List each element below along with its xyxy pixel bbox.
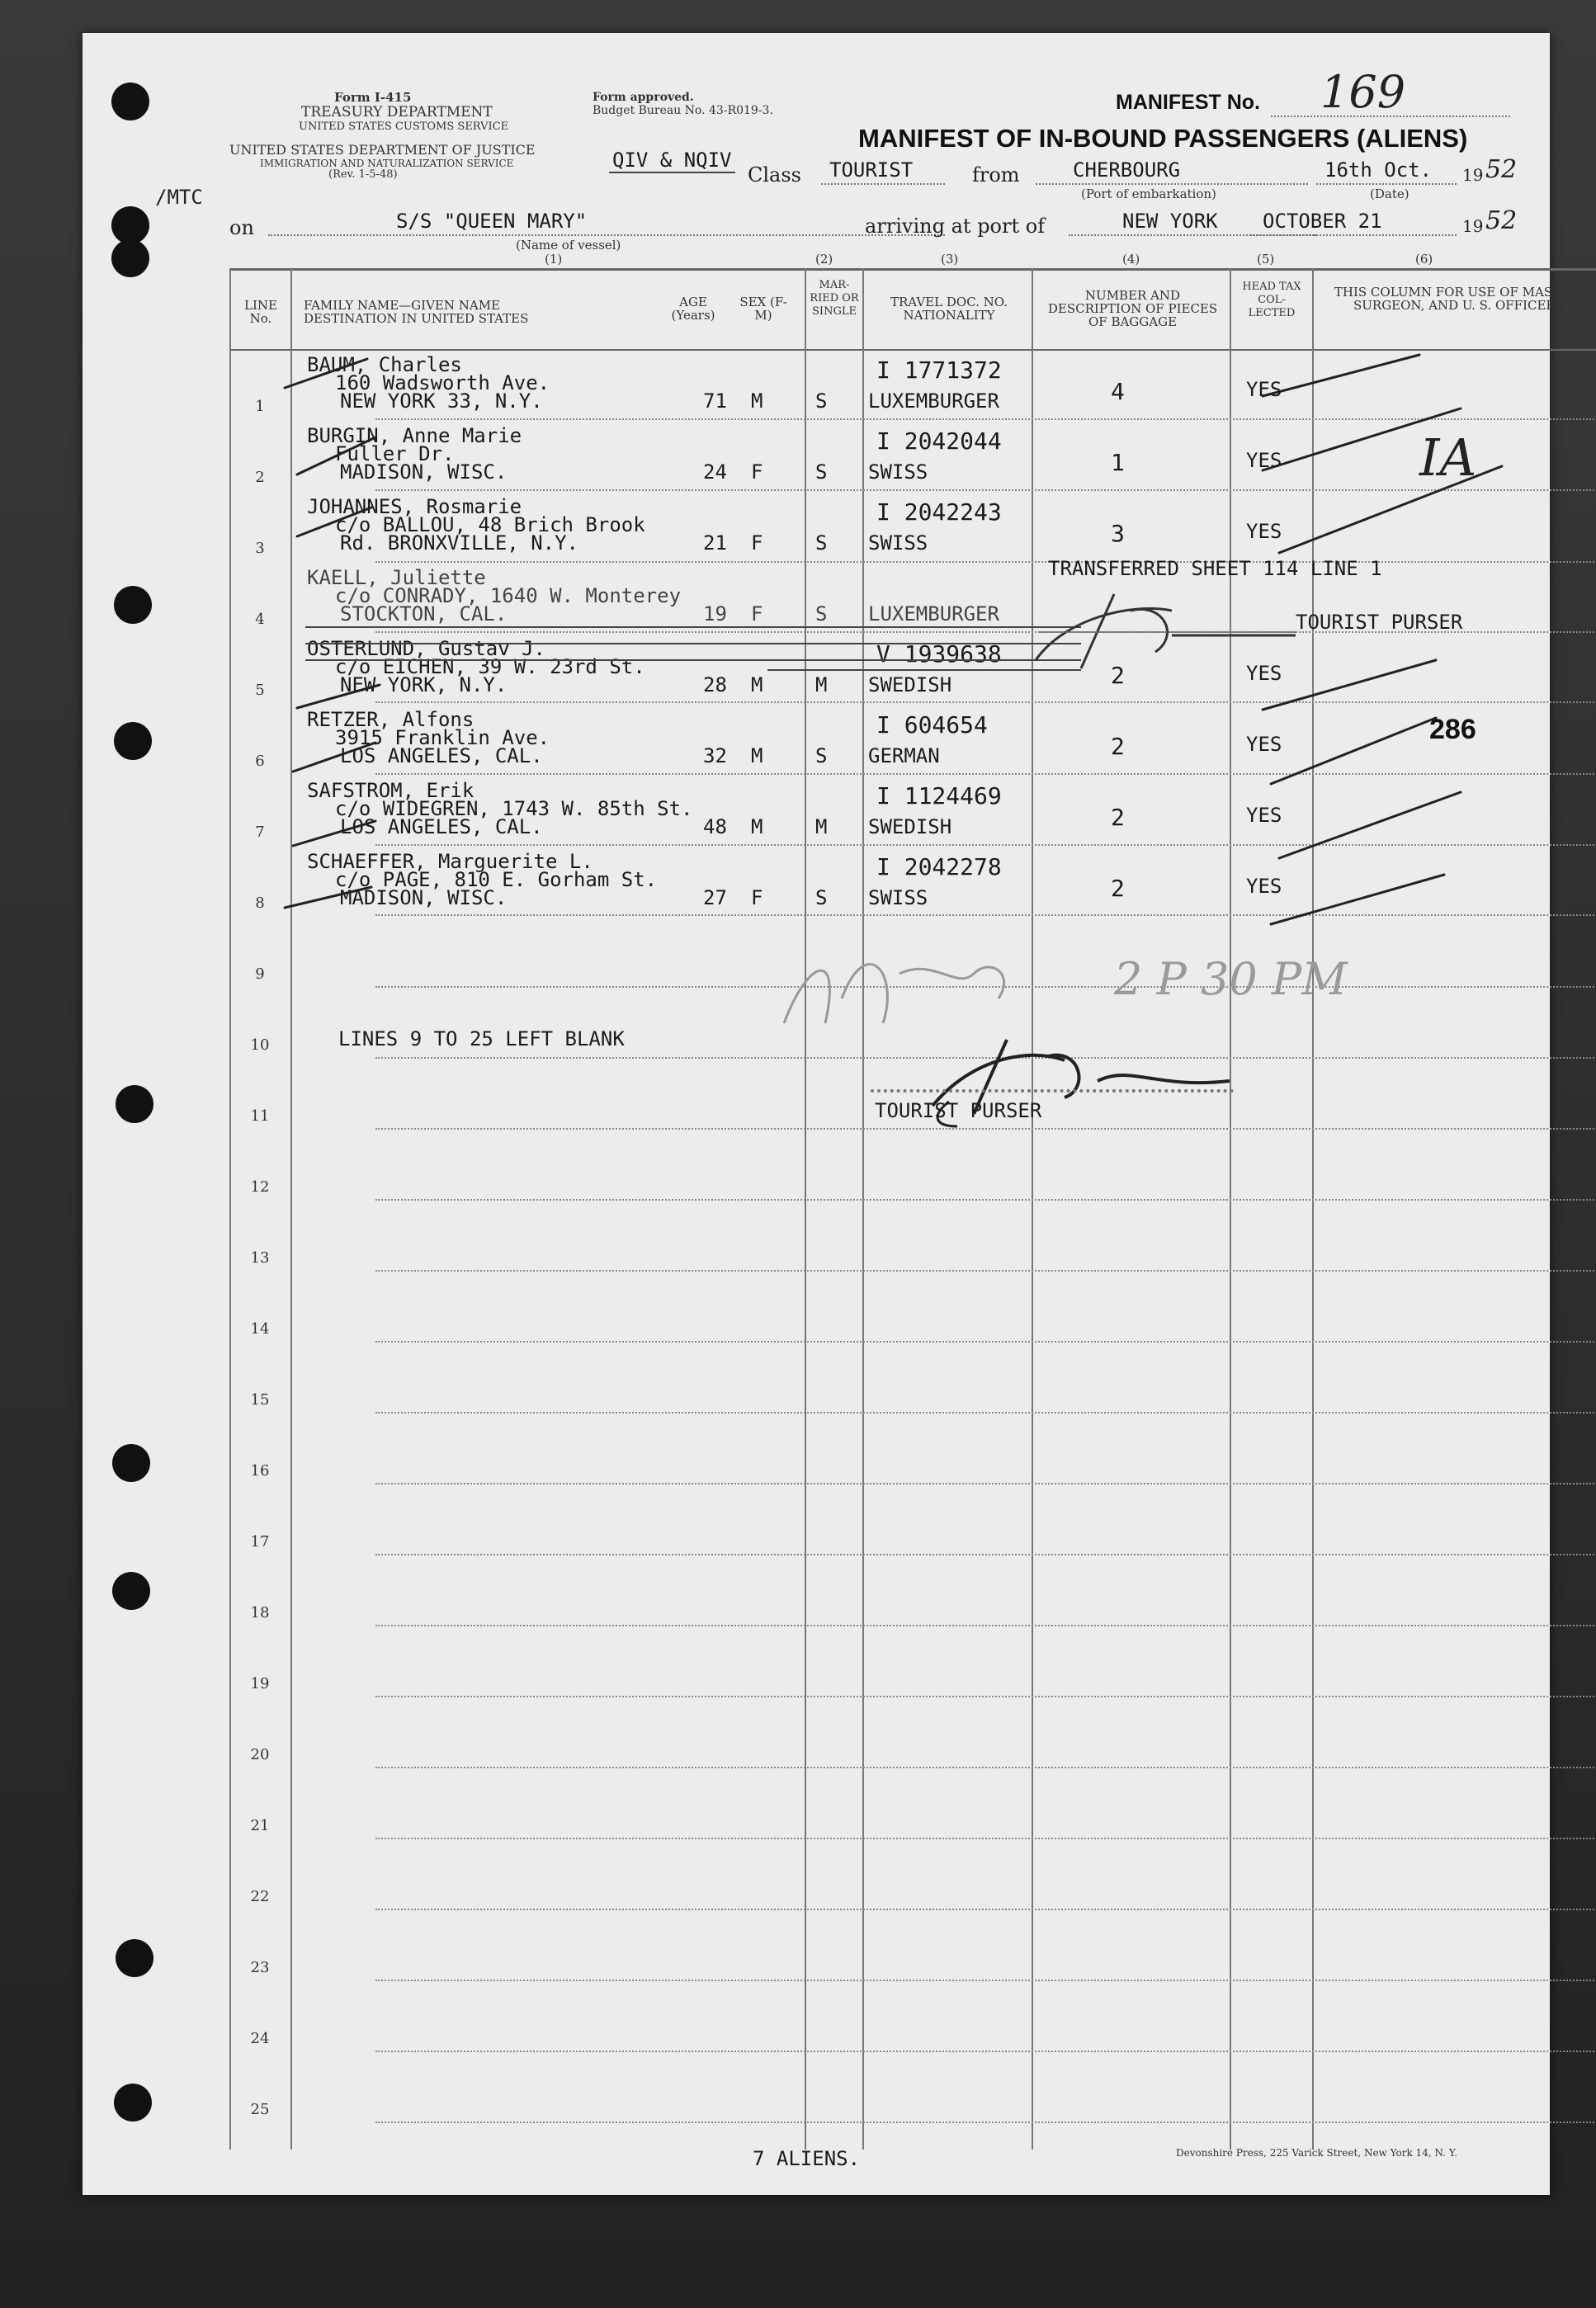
- col-divider-officers: [1312, 268, 1314, 2150]
- line-number: 15: [250, 1391, 270, 1409]
- line-number: 5: [255, 682, 265, 699]
- line-number: 11: [250, 1107, 270, 1125]
- arrival-port: NEW YORK: [1122, 210, 1218, 233]
- vessel-name: S/S "QUEEN MARY": [396, 210, 588, 233]
- punch-hole: [111, 239, 149, 277]
- passenger-marital: M: [815, 815, 828, 838]
- col-header-baggage: NUMBER AND DESCRIPTION OF PIECES OF BAGGAGE: [1047, 288, 1218, 329]
- pencil-time-note: 2 P 30 PM: [1114, 953, 1348, 1005]
- embark-port: CHERBOURG: [1073, 158, 1181, 182]
- row-line: [375, 773, 1596, 775]
- passenger-age: 19: [703, 602, 727, 625]
- line-number: 8: [255, 894, 265, 912]
- footer-alien-total: 7 ALIENS.: [753, 2147, 861, 2170]
- passenger-travel-doc: I 604654: [876, 711, 988, 739]
- passenger-nationality: SWEDISH: [868, 815, 952, 838]
- row-line: [375, 1270, 1596, 1272]
- line-number: 6: [255, 753, 265, 770]
- treasury-dept: TREASURY DEPARTMENT: [301, 104, 493, 120]
- passenger-sex: F: [751, 886, 763, 909]
- tax-tick-7: [1279, 792, 1461, 858]
- line-number: 22: [250, 1888, 270, 1905]
- passenger-baggage: 2: [1111, 733, 1125, 760]
- line-number: 17: [250, 1533, 270, 1550]
- officer-tick-marks: [83, 33, 1550, 1023]
- punch-hole: [112, 1572, 150, 1610]
- passenger-nationality: GERMAN: [868, 744, 940, 767]
- quota-stamp: QIV & NQIV: [609, 149, 735, 173]
- row-line: [375, 2051, 1596, 2052]
- line-number: 10: [250, 1036, 270, 1054]
- passenger-nationality: LUXEMBURGER: [868, 389, 999, 413]
- passenger-city: STOCKTON, CAL.: [340, 602, 508, 625]
- arrival-date-line: [1250, 234, 1457, 236]
- col-num-5: (5): [1257, 252, 1275, 267]
- blank-lines-note: LINES 9 TO 25 LEFT BLANK: [338, 1027, 625, 1050]
- budget-bureau: Budget Bureau No. 43-R019-3.: [593, 104, 773, 117]
- passenger-name: OSTERLUND, Gustav J.: [307, 637, 545, 660]
- purser-sign-line: [871, 1089, 1234, 1093]
- col-num-2: (2): [815, 252, 833, 267]
- port-caption: (Port of embarkation): [1081, 186, 1216, 201]
- passenger-sex: F: [751, 531, 763, 555]
- class-line: [821, 183, 945, 185]
- dept-justice: UNITED STATES DEPARTMENT OF JUSTICE: [229, 142, 536, 158]
- passenger-age: 48: [703, 815, 727, 838]
- tax-tick-1: [1263, 355, 1419, 396]
- col-num-6: (6): [1415, 252, 1433, 267]
- col-header-marital: MAR-RIED OR SINGLE: [810, 279, 859, 318]
- manifest-number-label: MANIFEST No.: [1116, 91, 1260, 114]
- passenger-baggage: 2: [1111, 875, 1125, 902]
- passenger-sex: F: [751, 460, 763, 484]
- on-label: on: [229, 216, 254, 239]
- printer-imprint: Devonshire Press, 225 Varick Street, New York 14, N. Y.: [1176, 2147, 1458, 2159]
- class-label: Class: [748, 163, 801, 186]
- table-top-border: [229, 268, 1596, 271]
- passenger-travel-doc: I 2042044: [876, 427, 1002, 455]
- class-value: TOURIST: [829, 158, 914, 182]
- arriving-label: arriving at port of: [865, 215, 1046, 238]
- passenger-marital: S: [815, 744, 828, 767]
- line-number: 19: [250, 1675, 270, 1692]
- passenger-nationality: SWISS: [868, 460, 928, 484]
- passenger-sex: M: [751, 744, 763, 767]
- line-number: 12: [250, 1178, 270, 1196]
- arrival-year-prefix: 19: [1462, 216, 1484, 236]
- passenger-address: c/o PAGE, 810 E. Gorham St.: [335, 868, 658, 891]
- line-number: 1: [255, 398, 265, 415]
- passenger-baggage: 2: [1111, 804, 1125, 831]
- line-number: 9: [255, 965, 265, 983]
- row-line: [375, 418, 1596, 420]
- punch-hole: [114, 586, 152, 624]
- passenger-city: Rd. BRONXVILLE, N.Y.: [340, 531, 578, 555]
- manifest-number: 169: [1320, 66, 1406, 118]
- line-number: 13: [250, 1249, 270, 1267]
- col-divider-marital: [805, 268, 806, 2150]
- transferred-purser: TOURIST PURSER: [1296, 611, 1463, 634]
- passenger-address: 160 Wadsworth Ave.: [335, 371, 550, 394]
- line-number: 23: [250, 1959, 270, 1976]
- col-header-line: LINE No.: [244, 298, 277, 326]
- punch-hole: [111, 83, 149, 120]
- line-number: 25: [250, 2101, 270, 2118]
- arrival-year-suffix: 52: [1485, 206, 1518, 235]
- line-number: 18: [250, 1604, 270, 1621]
- row-line: [375, 1554, 1596, 1555]
- passenger-age: 32: [703, 744, 727, 767]
- passenger-travel-doc: I 2042243: [876, 498, 1002, 526]
- passenger-head-tax: YES: [1246, 875, 1282, 898]
- transferred-note: TRANSFERRED SHEET 114 LINE 1: [1048, 557, 1382, 580]
- col-header-age: AGE (Years): [671, 295, 715, 323]
- row-line: [375, 914, 1596, 916]
- manifest-sheet: [83, 33, 1584, 2195]
- passenger-address: 3915 Franklin Ave.: [335, 726, 550, 749]
- manifest-title: MANIFEST OF IN-BOUND PASSENGERS (ALIENS): [858, 124, 1468, 153]
- passenger-city: MADISON, WISC.: [340, 886, 508, 909]
- line-number: 24: [250, 2030, 270, 2047]
- row-line: [375, 1909, 1596, 1910]
- row-line: [375, 1412, 1596, 1414]
- passenger-name: KAELL, Juliette: [307, 566, 486, 589]
- passenger-marital: S: [815, 602, 828, 625]
- arrival-date: OCTOBER 21: [1263, 210, 1382, 233]
- passenger-sex: M: [751, 673, 763, 696]
- passenger-sex: M: [751, 389, 763, 413]
- passenger-baggage: 2: [1111, 662, 1125, 689]
- date-line: [1316, 183, 1457, 185]
- officer-mark: IA: [1419, 427, 1477, 488]
- passenger-travel-doc: I 1124469: [876, 782, 1002, 809]
- col-header-destination: DESTINATION IN UNITED STATES: [304, 311, 529, 326]
- passenger-city: MADISON, WISC.: [340, 460, 508, 484]
- row-line: [375, 1696, 1596, 1697]
- passenger-name: SCHAEFFER, Marguerite L.: [307, 850, 593, 873]
- passenger-city: NEW YORK, N.Y.: [340, 673, 508, 696]
- passenger-marital: S: [815, 460, 828, 484]
- passenger-nationality: SWEDISH: [868, 673, 952, 696]
- passenger-city: NEW YORK 33, N.Y.: [340, 389, 543, 413]
- officer-count: 286: [1429, 714, 1476, 745]
- passenger-name: BAUM, Charles: [307, 353, 462, 376]
- row-line: [375, 1199, 1596, 1201]
- col-header-name: FAMILY NAME—GIVEN NAME: [304, 298, 501, 313]
- passenger-city: LOS ANGELES, CAL.: [340, 744, 543, 767]
- line-number: 20: [250, 1746, 270, 1763]
- col-divider-doc: [862, 268, 864, 2150]
- passenger-name: BURGIN, Anne Marie: [307, 424, 522, 447]
- passenger-baggage: 1: [1111, 449, 1125, 476]
- passenger-travel-doc: V 1939638: [876, 640, 1002, 668]
- table-header-border: [229, 349, 1596, 351]
- passenger-city: LOS ANGELES, CAL.: [340, 815, 543, 838]
- passenger-address: c/o CONRADY, 1640 W. Monterey: [335, 584, 682, 607]
- col-divider-baggage: [1032, 268, 1033, 2150]
- passenger-head-tax: YES: [1246, 378, 1282, 401]
- passenger-age: 24: [703, 460, 727, 484]
- passenger-address: c/o BALLOU, 48 Brich Brook: [335, 513, 645, 536]
- form-approved: Form approved.: [593, 91, 694, 104]
- line-number: 4: [255, 611, 265, 628]
- passenger-nationality: SWISS: [868, 886, 928, 909]
- passenger-marital: S: [815, 389, 828, 413]
- purser-label: TOURIST PURSER: [875, 1099, 1042, 1122]
- date-caption: (Date): [1370, 186, 1409, 201]
- passenger-name: JOHANNES, Rosmarie: [307, 495, 522, 518]
- passenger-head-tax: YES: [1246, 449, 1282, 472]
- year-prefix: 19: [1462, 165, 1484, 185]
- passenger-age: 28: [703, 673, 727, 696]
- customs-service: UNITED STATES CUSTOMS SERVICE: [299, 120, 509, 133]
- passenger-address: Fuller Dr.: [335, 442, 455, 465]
- passenger-nationality: SWISS: [868, 531, 928, 555]
- passenger-name: SAFSTROM, Erik: [307, 779, 475, 802]
- passenger-travel-doc: I 2042278: [876, 853, 1002, 880]
- manifest-number-line: [1271, 116, 1510, 117]
- passenger-sex: F: [751, 602, 763, 625]
- punch-hole: [112, 1444, 150, 1482]
- passenger-address: c/o WIDEGREN, 1743 W. 85th St.: [335, 797, 693, 820]
- punch-hole: [116, 1939, 153, 1977]
- passenger-head-tax: YES: [1246, 733, 1282, 756]
- embark-date: 16th Oct.: [1324, 158, 1433, 182]
- from-label: from: [972, 163, 1020, 186]
- table-left-border: [229, 268, 231, 2150]
- col-divider-tax: [1230, 268, 1231, 2150]
- passenger-head-tax: YES: [1246, 520, 1282, 543]
- punch-hole: [114, 2084, 152, 2122]
- line-number: 3: [255, 540, 265, 557]
- row-line: [375, 1767, 1596, 1768]
- margin-note: /MTC: [155, 186, 203, 209]
- passenger-head-tax: YES: [1246, 804, 1282, 827]
- passenger-age: 27: [703, 886, 727, 909]
- col-num-4: (4): [1122, 252, 1140, 267]
- form-revision: (Rev. 1-5-48): [328, 168, 398, 181]
- port-line: [1036, 183, 1308, 185]
- passenger-head-tax: YES: [1246, 662, 1282, 685]
- col-header-head-tax: HEAD TAX COL-LECTED: [1242, 281, 1301, 319]
- row-line: [375, 561, 1596, 563]
- row-line: [375, 701, 1596, 703]
- passenger-name: RETZER, Alfons: [307, 708, 475, 731]
- line-number: 16: [250, 1462, 270, 1480]
- tax-tick-8: [1271, 875, 1444, 924]
- row-line: [375, 1980, 1596, 1981]
- punch-hole: [114, 722, 152, 760]
- year-suffix: 52: [1485, 155, 1518, 184]
- passenger-marital: S: [815, 886, 828, 909]
- vessel-caption: (Name of vessel): [516, 238, 621, 253]
- row-line: [375, 1625, 1596, 1626]
- col-num-3: (3): [941, 252, 959, 267]
- row-line: [375, 2122, 1596, 2123]
- col-header-officers: THIS COLUMN FOR USE OF MASTER, SURGEON, AND U. S. OFFICERS: [1334, 285, 1584, 313]
- col-header-doc: TRAVEL DOC. NO. NATIONALITY: [890, 295, 1008, 323]
- line-number: 14: [250, 1320, 270, 1338]
- passenger-sex: M: [751, 815, 763, 838]
- col-divider-line: [290, 268, 292, 2150]
- transfer-sign-line: [1040, 631, 1296, 633]
- passenger-age: 71: [703, 389, 727, 413]
- punch-hole: [116, 1085, 153, 1123]
- col-header-sex: SEX (F-M): [739, 295, 787, 323]
- passenger-travel-doc: I 1771372: [876, 356, 1002, 384]
- row-line: [375, 489, 1596, 491]
- line-number: 7: [255, 824, 265, 841]
- form-number: Form I-415: [334, 90, 412, 105]
- row-line: [375, 1341, 1596, 1343]
- passenger-address: c/o EICHEN, 39 W. 23rd St.: [335, 655, 645, 678]
- row-line: [375, 844, 1596, 846]
- vessel-col-num: (1): [545, 252, 563, 267]
- ins-service: IMMIGRATION AND NATURALIZATION SERVICE: [260, 158, 514, 169]
- passenger-nationality: LUXEMBURGER: [868, 602, 999, 625]
- passenger-marital: S: [815, 531, 828, 555]
- row-line: [375, 1483, 1596, 1484]
- row-line: [375, 1838, 1596, 1839]
- line-number: 2: [255, 469, 265, 486]
- vessel-line: [268, 234, 945, 236]
- passenger-baggage: 3: [1111, 520, 1125, 547]
- passenger-marital: M: [815, 673, 828, 696]
- passenger-age: 21: [703, 531, 727, 555]
- passenger-baggage: 4: [1111, 378, 1125, 405]
- line-number: 21: [250, 1817, 270, 1834]
